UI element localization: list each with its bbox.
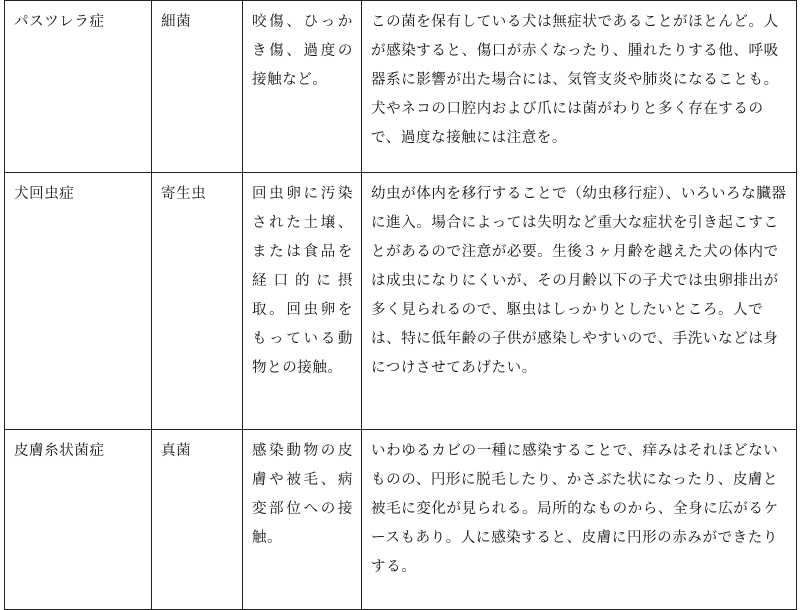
description-cell: この菌を保有している犬は無症状であることがほとんど。人が感染すると、傷口が赤くなったり、腫れたりする他、呼吸器系に影響が出た場合には、気管支炎や肺炎になることも。犬やネコの口腔内および爪には菌がわりと多く存在するので、過度な接触には注意を。	[362, 1, 797, 173]
table-row	[5, 1, 797, 173]
table-row	[5, 173, 797, 430]
description-cell: 幼虫が体内を移行することで（幼虫移行症）、いろいろな臓器に進入。場合によっては失明など重大な症状を引き起こすことがあるので注意が必要。生後３ヶ月齢を越えた犬の体内では成虫になりにくいが、その月齢以下の子犬では虫卵排出が多く見られるので、駆虫はしっかりとしたいところ。人では、特に低年齢の子供が感染しやすいので、手洗いなどは身につけさせてあげたい。	[362, 173, 797, 430]
infection-route-cell: 咬傷、ひっかき傷、過度の接触など。	[243, 1, 362, 173]
description-cell: いわゆるカビの一種に感染することで、痒みはそれほどないものの、円形に脱毛したり、かさぶた状になったり、皮膚と被毛に変化が見られる。局所的なものから、全身に広がるケースもあり。人に感染すると、皮膚に円形の赤みができたりする。	[362, 430, 797, 610]
pathogen-type-cell: 寄生虫	[152, 173, 243, 430]
pathogen-type-cell: 細菌	[152, 1, 243, 173]
infection-route-cell: 回虫卵に汚染された土壌、または食品を経口的に摂取。回虫卵をもっている動物との接触。	[243, 173, 362, 430]
infection-route-cell: 感染動物の皮膚や被毛、病変部位への接触。	[243, 430, 362, 610]
disease-name-cell: 犬回虫症	[5, 173, 152, 430]
disease-name-cell: パスツレラ症	[5, 1, 152, 173]
disease-name-cell: 皮膚糸状菌症	[5, 430, 152, 610]
pathogen-type-cell: 真菌	[152, 430, 243, 610]
table-row	[5, 430, 797, 610]
zoonosis-table	[4, 0, 797, 610]
